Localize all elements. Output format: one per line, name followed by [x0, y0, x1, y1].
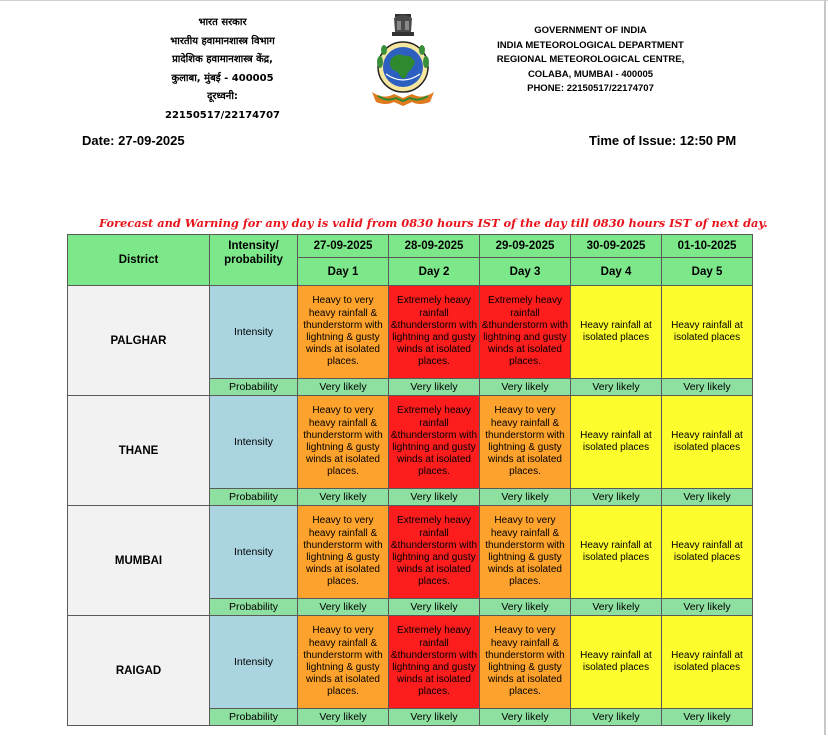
- probability-cell: Very likely: [571, 489, 662, 506]
- probability-cell: Very likely: [662, 489, 753, 506]
- intensity-label: Intensity: [210, 396, 298, 489]
- probability-label: Probability: [210, 489, 298, 506]
- day-header-4: Day 4: [571, 258, 662, 286]
- day-header-2: Day 2: [389, 258, 480, 286]
- intensity-cell: Heavy rainfall at isolated places: [662, 396, 753, 489]
- probability-cell: Very likely: [571, 379, 662, 396]
- intensity-cell: Extremely heavy rainfall &thunderstorm with lightning and gusty winds at isolated places.: [389, 506, 480, 599]
- probability-cell: Very likely: [480, 489, 571, 506]
- intensity-cell: Heavy rainfall at isolated places: [571, 616, 662, 709]
- intensity-cell: Heavy to very heavy rainfall & thunderstorm with lightning & gusty winds at isolated places.: [480, 506, 571, 599]
- probability-cell: Very likely: [389, 599, 480, 616]
- english-line-3: REGIONAL METEOROLOGICAL CENTRE,: [496, 54, 685, 65]
- intensity-row: [68, 286, 753, 379]
- intensity-cell: Heavy to very heavy rainfall & thunderstorm with lightning & gusty winds at isolated places.: [298, 396, 389, 489]
- english-line-5: PHONE: 22150517/22174707: [527, 83, 654, 94]
- intensity-cell: Heavy rainfall at isolated places: [662, 506, 753, 599]
- intensity-cell: Heavy rainfall at isolated places: [662, 286, 753, 379]
- hindi-line-3: प्रादेशिक हवामानशास्त्र केंद्र,: [172, 54, 273, 65]
- day-header-3: Day 3: [480, 258, 571, 286]
- english-letterhead: [488, 24, 693, 97]
- intensity-cell: Heavy to very heavy rainfall & thunderstorm with lightning & gusty winds at isolated places.: [480, 616, 571, 709]
- validity-note: Forecast and Warning for any day is valid from 0830 hours IST of the day till 0830 hours IST of next day.: [99, 216, 768, 230]
- intensity-cell: Extremely heavy rainfall &thunderstorm with lightning and gusty winds at isolated places.: [389, 396, 480, 489]
- intensity-cell: Extremely heavy rainfall &thunderstorm with lightning and gusty winds at isolated places.: [389, 616, 480, 709]
- intensity-row: [68, 616, 753, 709]
- hindi-letterhead: [150, 14, 295, 125]
- intensity-cell: Heavy to very heavy rainfall & thunderstorm with lightning & gusty winds at isolated places.: [480, 396, 571, 489]
- probability-cell: Very likely: [480, 599, 571, 616]
- probability-cell: Very likely: [662, 709, 753, 726]
- intensity-cell: Heavy rainfall at isolated places: [571, 286, 662, 379]
- probability-label: Probability: [210, 379, 298, 396]
- intensity-row: [68, 506, 753, 599]
- intensity-cell: Extremely heavy rainfall &thunderstorm with lightning and gusty winds at isolated places.: [389, 286, 480, 379]
- probability-cell: Very likely: [298, 379, 389, 396]
- intensity-cell: Heavy to very heavy rainfall & thunderstorm with lightning & gusty winds at isolated places.: [298, 616, 389, 709]
- day-header-1: Day 1: [298, 258, 389, 286]
- district-column-header: District: [68, 235, 210, 286]
- date-header-4: 30-09-2025: [571, 235, 662, 258]
- date-header-2: 28-09-2025: [389, 235, 480, 258]
- date-header-3: 29-09-2025: [480, 235, 571, 258]
- probability-cell: Very likely: [298, 709, 389, 726]
- hindi-line-4: कुलाबा, मुंबई - 400005: [171, 72, 274, 84]
- district-name: MUMBAI: [68, 506, 210, 616]
- probability-cell: Very likely: [571, 599, 662, 616]
- english-line-4: COLABA, MUMBAI - 400005: [527, 68, 654, 80]
- probability-label: Probability: [210, 709, 298, 726]
- district-name: RAIGAD: [68, 616, 210, 726]
- page-top-edge: [0, 0, 828, 1]
- forecast-date: Date: 27-09-2025: [82, 133, 185, 148]
- probability-cell: Very likely: [389, 709, 480, 726]
- probability-cell: Very likely: [389, 489, 480, 506]
- english-line-2: INDIA METEOROLOGICAL DEPARTMENT: [497, 39, 684, 51]
- intensity-column-header: Intensity/ probability: [210, 235, 298, 286]
- intensity-label: Intensity: [210, 506, 298, 599]
- hindi-line-1: भारत सरकार: [198, 17, 247, 28]
- probability-cell: Very likely: [480, 709, 571, 726]
- district-name: THANE: [68, 396, 210, 506]
- probability-cell: Very likely: [662, 379, 753, 396]
- date-header-5: 01-10-2025: [662, 235, 753, 258]
- probability-label: Probability: [210, 599, 298, 616]
- forecast-table: [67, 234, 753, 726]
- district-name: PALGHAR: [68, 286, 210, 396]
- intensity-cell: Heavy rainfall at isolated places: [662, 616, 753, 709]
- intensity-cell: Heavy to very heavy rainfall & thunderstorm with lightning & gusty winds at isolated places.: [298, 286, 389, 379]
- probability-cell: Very likely: [480, 379, 571, 396]
- imd-emblem-icon: [364, 12, 442, 108]
- probability-cell: Very likely: [389, 379, 480, 396]
- probability-cell: Very likely: [571, 709, 662, 726]
- intensity-row: [68, 396, 753, 489]
- probability-cell: Very likely: [298, 599, 389, 616]
- intensity-cell: Heavy rainfall at isolated places: [571, 396, 662, 489]
- probability-cell: Very likely: [298, 489, 389, 506]
- issue-time: Time of Issue: 12:50 PM: [589, 133, 737, 148]
- intensity-label: Intensity: [210, 616, 298, 709]
- hindi-line-5: दूरध्वनी: 22150517/22174707: [165, 91, 280, 121]
- intensity-cell: Extremely heavy rainfall &thunderstorm with lightning and gusty winds at isolated places.: [480, 286, 571, 379]
- english-line-1: GOVERNMENT OF INDIA: [534, 25, 647, 36]
- day-header-5: Day 5: [662, 258, 753, 286]
- intensity-cell: Heavy rainfall at isolated places: [571, 506, 662, 599]
- intensity-label: Intensity: [210, 286, 298, 379]
- probability-cell: Very likely: [662, 599, 753, 616]
- date-header-1: 27-09-2025: [298, 235, 389, 258]
- intensity-cell: Heavy to very heavy rainfall & thunderstorm with lightning & gusty winds at isolated places.: [298, 506, 389, 599]
- hindi-line-2: भारतीय हवामानशास्त्र विभाग: [170, 35, 275, 47]
